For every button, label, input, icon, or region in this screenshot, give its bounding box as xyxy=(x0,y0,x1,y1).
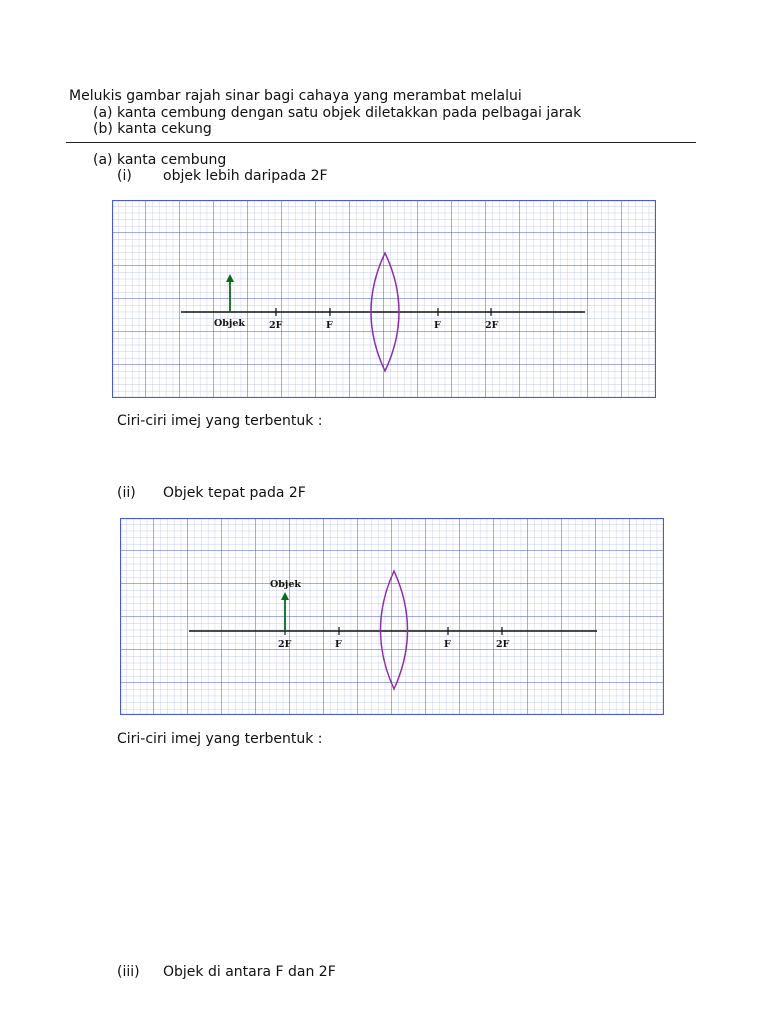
label-right-f: F xyxy=(444,639,451,650)
list-item-b: (b) kanta cekung xyxy=(93,121,212,137)
label-left-2f: 2F xyxy=(269,320,283,331)
image-characteristics-prompt-i: Ciri-ciri imej yang terbentuk : xyxy=(117,413,323,429)
part-ii-number: (ii) xyxy=(117,485,136,501)
ray-diagram-ii xyxy=(120,518,664,715)
section-heading: (a) kanta cembung xyxy=(93,152,227,168)
image-characteristics-prompt-ii: Ciri-ciri imej yang terbentuk : xyxy=(117,731,323,747)
label-right-f: F xyxy=(434,320,441,331)
divider xyxy=(66,142,696,143)
part-ii-title: Objek tepat pada 2F xyxy=(163,485,306,501)
label-right-2f: 2F xyxy=(485,320,499,331)
part-i-title: objek lebih daripada 2F xyxy=(163,168,328,184)
label-right-2f: 2F xyxy=(496,639,510,650)
part-iii-title: Objek di antara F dan 2F xyxy=(163,964,336,980)
label-left-f: F xyxy=(326,320,333,331)
label-left-2f: 2F xyxy=(278,639,292,650)
list-item-a: (a) kanta cembung dengan satu objek diletakkan pada pelbagai jarak xyxy=(93,105,582,121)
object-label: Objek xyxy=(270,579,301,590)
part-iii-number: (iii) xyxy=(117,964,140,980)
worksheet-title: Melukis gambar rajah sinar bagi cahaya yang merambat melalui xyxy=(69,88,522,104)
part-i-number: (i) xyxy=(117,168,132,184)
label-left-f: F xyxy=(335,639,342,650)
object-label: Objek xyxy=(214,318,245,329)
ray-diagram-i xyxy=(112,200,656,398)
